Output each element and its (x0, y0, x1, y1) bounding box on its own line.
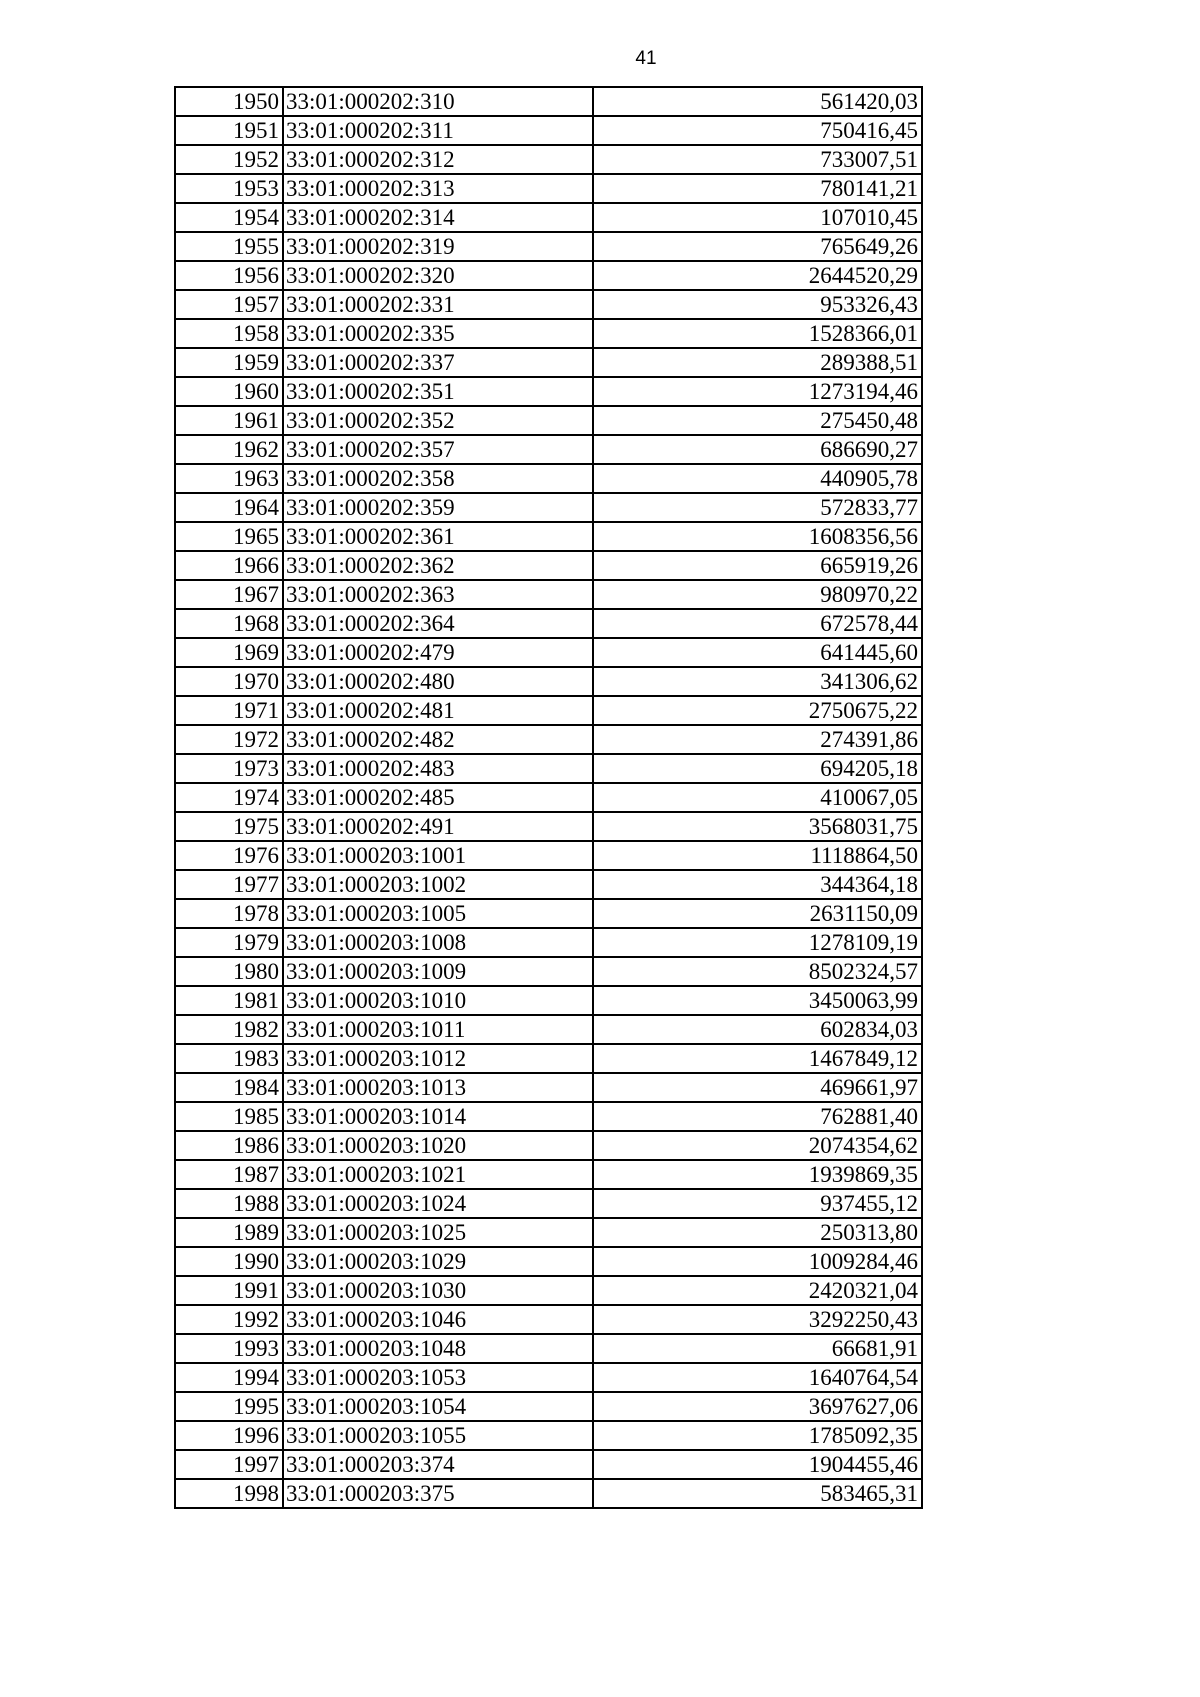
cadastral-value-cell: 1528366,01 (593, 319, 922, 348)
cadastral-value-cell: 250313,80 (593, 1218, 922, 1247)
cadastral-value-cell: 8502324,57 (593, 957, 922, 986)
table-row (175, 1189, 922, 1218)
table-row (175, 551, 922, 580)
table-row (175, 1334, 922, 1363)
cadastral-value-cell: 2074354,62 (593, 1131, 922, 1160)
row-number-cell: 1993 (175, 1334, 283, 1363)
row-number-cell: 1952 (175, 145, 283, 174)
table-row (175, 783, 922, 812)
row-number-cell: 1958 (175, 319, 283, 348)
table-row (175, 957, 922, 986)
row-number-cell: 1965 (175, 522, 283, 551)
cadastral-number-cell: 33:01:000202:351 (283, 377, 593, 406)
table-row (175, 1276, 922, 1305)
cadastral-value-cell: 686690,27 (593, 435, 922, 464)
cadastral-number-cell: 33:01:000203:1009 (283, 957, 593, 986)
cadastral-number-cell: 33:01:000202:320 (283, 261, 593, 290)
cadastral-value-cell: 641445,60 (593, 638, 922, 667)
cadastral-value-cell: 1278109,19 (593, 928, 922, 957)
row-number-cell: 1950 (175, 87, 283, 116)
cadastral-value-table (174, 86, 923, 1509)
cadastral-value-cell: 750416,45 (593, 116, 922, 145)
cadastral-number-cell: 33:01:000202:480 (283, 667, 593, 696)
row-number-cell: 1987 (175, 1160, 283, 1189)
page-number: 41 (635, 48, 657, 69)
row-number-cell: 1961 (175, 406, 283, 435)
row-number-cell: 1968 (175, 609, 283, 638)
cadastral-value-cell: 980970,22 (593, 580, 922, 609)
table-row (175, 928, 922, 957)
table-row (175, 203, 922, 232)
cadastral-value-cell: 953326,43 (593, 290, 922, 319)
table-row (175, 1160, 922, 1189)
row-number-cell: 1992 (175, 1305, 283, 1334)
cadastral-value-cell: 780141,21 (593, 174, 922, 203)
row-number-cell: 1988 (175, 1189, 283, 1218)
table-row (175, 986, 922, 1015)
table-row (175, 522, 922, 551)
cadastral-value-cell: 469661,97 (593, 1073, 922, 1102)
cadastral-number-cell: 33:01:000202:363 (283, 580, 593, 609)
cadastral-value-cell: 561420,03 (593, 87, 922, 116)
row-number-cell: 1985 (175, 1102, 283, 1131)
cadastral-number-cell: 33:01:000203:1053 (283, 1363, 593, 1392)
table-row (175, 1363, 922, 1392)
table-row (175, 1421, 922, 1450)
row-number-cell: 1981 (175, 986, 283, 1015)
table-row (175, 493, 922, 522)
row-number-cell: 1975 (175, 812, 283, 841)
table-row (175, 319, 922, 348)
cadastral-number-cell: 33:01:000203:1008 (283, 928, 593, 957)
cadastral-number-cell: 33:01:000202:311 (283, 116, 593, 145)
cadastral-number-cell: 33:01:000202:312 (283, 145, 593, 174)
row-number-cell: 1996 (175, 1421, 283, 1450)
row-number-cell: 1994 (175, 1363, 283, 1392)
cadastral-number-cell: 33:01:000203:375 (283, 1479, 593, 1508)
cadastral-value-cell: 274391,86 (593, 725, 922, 754)
cadastral-number-cell: 33:01:000202:314 (283, 203, 593, 232)
cadastral-number-cell: 33:01:000203:1025 (283, 1218, 593, 1247)
cadastral-number-cell: 33:01:000202:491 (283, 812, 593, 841)
cadastral-value-cell: 3292250,43 (593, 1305, 922, 1334)
table-row (175, 116, 922, 145)
cadastral-value-cell: 2631150,09 (593, 899, 922, 928)
table-row (175, 725, 922, 754)
cadastral-number-cell: 33:01:000203:1010 (283, 986, 593, 1015)
row-number-cell: 1973 (175, 754, 283, 783)
cadastral-number-cell: 33:01:000202:310 (283, 87, 593, 116)
cadastral-value-cell: 3568031,75 (593, 812, 922, 841)
cadastral-number-cell: 33:01:000203:1029 (283, 1247, 593, 1276)
row-number-cell: 1998 (175, 1479, 283, 1508)
cadastral-number-cell: 33:01:000202:482 (283, 725, 593, 754)
table-row (175, 754, 922, 783)
table-row (175, 464, 922, 493)
row-number-cell: 1953 (175, 174, 283, 203)
row-number-cell: 1957 (175, 290, 283, 319)
cadastral-value-cell: 1640764,54 (593, 1363, 922, 1392)
cadastral-value-cell: 602834,03 (593, 1015, 922, 1044)
cadastral-value-cell: 937455,12 (593, 1189, 922, 1218)
row-number-cell: 1964 (175, 493, 283, 522)
cadastral-number-cell: 33:01:000202:335 (283, 319, 593, 348)
cadastral-number-cell: 33:01:000202:479 (283, 638, 593, 667)
row-number-cell: 1986 (175, 1131, 283, 1160)
cadastral-value-cell: 762881,40 (593, 1102, 922, 1131)
cadastral-value-cell: 66681,91 (593, 1334, 922, 1363)
row-number-cell: 1955 (175, 232, 283, 261)
cadastral-value-cell: 1608356,56 (593, 522, 922, 551)
table-row (175, 435, 922, 464)
cadastral-value-cell: 1785092,35 (593, 1421, 922, 1450)
cadastral-number-cell: 33:01:000203:1020 (283, 1131, 593, 1160)
cadastral-number-cell: 33:01:000202:337 (283, 348, 593, 377)
cadastral-number-cell: 33:01:000203:1054 (283, 1392, 593, 1421)
cadastral-number-cell: 33:01:000202:331 (283, 290, 593, 319)
cadastral-value-cell: 344364,18 (593, 870, 922, 899)
table-row (175, 870, 922, 899)
cadastral-value-cell: 583465,31 (593, 1479, 922, 1508)
table-row (175, 1479, 922, 1508)
cadastral-number-cell: 33:01:000203:1002 (283, 870, 593, 899)
row-number-cell: 1979 (175, 928, 283, 957)
cadastral-value-cell: 765649,26 (593, 232, 922, 261)
table-row (175, 1218, 922, 1247)
cadastral-number-cell: 33:01:000203:1024 (283, 1189, 593, 1218)
table-row (175, 261, 922, 290)
table-row (175, 1450, 922, 1479)
row-number-cell: 1978 (175, 899, 283, 928)
row-number-cell: 1976 (175, 841, 283, 870)
table-row (175, 232, 922, 261)
row-number-cell: 1962 (175, 435, 283, 464)
row-number-cell: 1966 (175, 551, 283, 580)
cadastral-value-cell: 410067,05 (593, 783, 922, 812)
row-number-cell: 1983 (175, 1044, 283, 1073)
cadastral-value-cell: 694205,18 (593, 754, 922, 783)
cadastral-number-cell: 33:01:000203:1046 (283, 1305, 593, 1334)
cadastral-value-cell: 2750675,22 (593, 696, 922, 725)
table-row (175, 1102, 922, 1131)
cadastral-value-cell: 289388,51 (593, 348, 922, 377)
table-row (175, 1392, 922, 1421)
table-row (175, 696, 922, 725)
cadastral-value-cell: 1273194,46 (593, 377, 922, 406)
cadastral-number-cell: 33:01:000203:374 (283, 1450, 593, 1479)
cadastral-number-cell: 33:01:000202:313 (283, 174, 593, 203)
row-number-cell: 1972 (175, 725, 283, 754)
cadastral-value-cell: 2644520,29 (593, 261, 922, 290)
table-body (175, 87, 922, 1508)
row-number-cell: 1963 (175, 464, 283, 493)
cadastral-number-cell: 33:01:000202:358 (283, 464, 593, 493)
table-row (175, 1131, 922, 1160)
table-row (175, 174, 922, 203)
cadastral-value-cell: 3450063,99 (593, 986, 922, 1015)
row-number-cell: 1991 (175, 1276, 283, 1305)
row-number-cell: 1989 (175, 1218, 283, 1247)
cadastral-value-cell: 440905,78 (593, 464, 922, 493)
row-number-cell: 1954 (175, 203, 283, 232)
cadastral-number-cell: 33:01:000203:1048 (283, 1334, 593, 1363)
row-number-cell: 1995 (175, 1392, 283, 1421)
row-number-cell: 1967 (175, 580, 283, 609)
cadastral-value-cell: 1118864,50 (593, 841, 922, 870)
cadastral-value-cell: 672578,44 (593, 609, 922, 638)
table-row (175, 87, 922, 116)
row-number-cell: 1984 (175, 1073, 283, 1102)
table-row (175, 145, 922, 174)
row-number-cell: 1970 (175, 667, 283, 696)
row-number-cell: 1980 (175, 957, 283, 986)
cadastral-number-cell: 33:01:000202:362 (283, 551, 593, 580)
cadastral-number-cell: 33:01:000203:1001 (283, 841, 593, 870)
cadastral-value-cell: 572833,77 (593, 493, 922, 522)
table-row (175, 841, 922, 870)
cadastral-number-cell: 33:01:000202:359 (283, 493, 593, 522)
row-number-cell: 1982 (175, 1015, 283, 1044)
cadastral-number-cell: 33:01:000202:357 (283, 435, 593, 464)
cadastral-number-cell: 33:01:000202:361 (283, 522, 593, 551)
cadastral-number-cell: 33:01:000203:1021 (283, 1160, 593, 1189)
table-row (175, 1305, 922, 1334)
table-row (175, 899, 922, 928)
cadastral-value-cell: 1939869,35 (593, 1160, 922, 1189)
table-row (175, 348, 922, 377)
table-row (175, 667, 922, 696)
cadastral-number-cell: 33:01:000203:1030 (283, 1276, 593, 1305)
table-row (175, 580, 922, 609)
cadastral-number-cell: 33:01:000202:485 (283, 783, 593, 812)
table-row (175, 1044, 922, 1073)
row-number-cell: 1971 (175, 696, 283, 725)
cadastral-value-cell: 3697627,06 (593, 1392, 922, 1421)
cadastral-number-cell: 33:01:000202:364 (283, 609, 593, 638)
cadastral-number-cell: 33:01:000202:481 (283, 696, 593, 725)
row-number-cell: 1951 (175, 116, 283, 145)
cadastral-number-cell: 33:01:000202:352 (283, 406, 593, 435)
row-number-cell: 1977 (175, 870, 283, 899)
cadastral-value-cell: 341306,62 (593, 667, 922, 696)
table-row (175, 1073, 922, 1102)
cadastral-number-cell: 33:01:000203:1012 (283, 1044, 593, 1073)
cadastral-value-cell: 733007,51 (593, 145, 922, 174)
cadastral-number-cell: 33:01:000202:483 (283, 754, 593, 783)
cadastral-value-cell: 2420321,04 (593, 1276, 922, 1305)
table-row (175, 290, 922, 319)
cadastral-number-cell: 33:01:000203:1013 (283, 1073, 593, 1102)
table-row (175, 1015, 922, 1044)
table-row (175, 1247, 922, 1276)
cadastral-number-cell: 33:01:000203:1014 (283, 1102, 593, 1131)
row-number-cell: 1997 (175, 1450, 283, 1479)
row-number-cell: 1990 (175, 1247, 283, 1276)
cadastral-number-cell: 33:01:000202:319 (283, 232, 593, 261)
cadastral-value-cell: 107010,45 (593, 203, 922, 232)
row-number-cell: 1969 (175, 638, 283, 667)
table-row (175, 377, 922, 406)
row-number-cell: 1956 (175, 261, 283, 290)
cadastral-value-cell: 1904455,46 (593, 1450, 922, 1479)
row-number-cell: 1974 (175, 783, 283, 812)
cadastral-number-cell: 33:01:000203:1005 (283, 899, 593, 928)
cadastral-value-cell: 1009284,46 (593, 1247, 922, 1276)
cadastral-number-cell: 33:01:000203:1055 (283, 1421, 593, 1450)
row-number-cell: 1959 (175, 348, 283, 377)
table-row (175, 812, 922, 841)
cadastral-number-cell: 33:01:000203:1011 (283, 1015, 593, 1044)
cadastral-value-cell: 275450,48 (593, 406, 922, 435)
table-row (175, 406, 922, 435)
table-row (175, 638, 922, 667)
table-row (175, 609, 922, 638)
row-number-cell: 1960 (175, 377, 283, 406)
cadastral-value-cell: 1467849,12 (593, 1044, 922, 1073)
cadastral-value-cell: 665919,26 (593, 551, 922, 580)
